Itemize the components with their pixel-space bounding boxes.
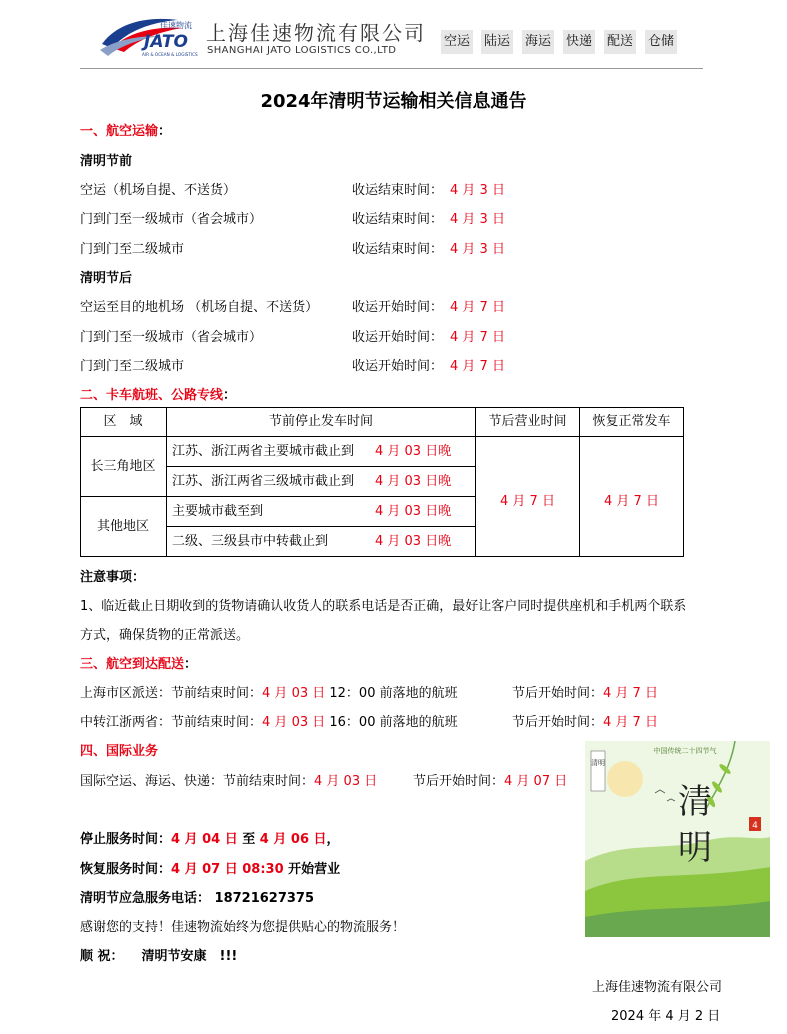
region-other: 其他地区 bbox=[96, 519, 149, 534]
signature-company: 上海佳速物流有限公司 bbox=[592, 980, 723, 995]
resume-service: 恢复服务时间：4 月 07 日 08:30 开始营业 bbox=[80, 862, 341, 877]
nav-warehouse[interactable]: 仓储 bbox=[645, 30, 677, 54]
svg-text:中国传统二十四节气: 中国传统二十四节气 bbox=[653, 747, 717, 755]
arrival-row-2-after: 节后开始时间：4 月 7 日 bbox=[512, 715, 658, 730]
intl-row-after: 节后开始时间：4 月 07 日 bbox=[413, 774, 568, 789]
row1-desc: 江苏、浙江两省主要城市截止到 bbox=[172, 444, 355, 459]
arrival-row-1-after: 节后开始时间：4 月 7 日 bbox=[512, 686, 658, 701]
header-divider bbox=[80, 68, 703, 69]
nav-land[interactable]: 陆运 bbox=[481, 30, 513, 54]
notes-line-2: 方式，确保货物的正常派送。 bbox=[80, 628, 250, 643]
air-after-label-1: 收运开始时间： bbox=[352, 300, 444, 315]
section1-heading: 一、航空运输： bbox=[80, 124, 172, 139]
svg-text:4: 4 bbox=[752, 821, 758, 831]
air-after-label-3: 收运开始时间： bbox=[352, 359, 444, 374]
region-yrd: 长三角地区 bbox=[90, 459, 156, 474]
nav-air[interactable]: 空运 bbox=[441, 30, 473, 54]
row2-desc: 江苏、浙江两省三级城市截止到 bbox=[172, 474, 355, 489]
air-after-service-2: 门到门至一级城市（省会城市） bbox=[80, 330, 263, 345]
air-before-service-2: 门到门至一级城市（省会城市） bbox=[80, 212, 263, 227]
air-before-service-1: 空运（机场自提、不送货） bbox=[80, 183, 237, 198]
arrival-row-1: 上海市区派送：节前结束时间：4 月 03 日 12：00 前落地的航班 bbox=[80, 686, 458, 701]
row1-time: 4 月 03 日晚 bbox=[375, 444, 452, 459]
svg-text:JATO: JATO bbox=[144, 32, 188, 52]
row4-desc: 二级、三级县市中转截止到 bbox=[172, 534, 329, 549]
air-after-label-2: 收运开始时间： bbox=[352, 330, 444, 345]
nav-delivery[interactable]: 配送 bbox=[604, 30, 636, 54]
air-after-service-3: 门到门至二级城市 bbox=[80, 359, 185, 374]
air-before-service-3: 门到门至二级城市 bbox=[80, 242, 185, 257]
air-before-label-2: 收运结束时间： bbox=[352, 212, 444, 227]
after-label: 清明节后 bbox=[80, 271, 133, 286]
th-resume-normal: 恢复正常发车 bbox=[592, 414, 671, 429]
row3-desc: 主要城市截至到 bbox=[172, 504, 264, 519]
row2-time: 4 月 03 日晚 bbox=[375, 474, 452, 489]
row4-time: 4 月 03 日晚 bbox=[375, 534, 452, 549]
row3-time: 4 月 03 日晚 bbox=[375, 504, 452, 519]
air-after-date-3: 4 月 7 日 bbox=[450, 359, 505, 374]
svg-text:佳速物流: 佳速物流 bbox=[160, 21, 192, 30]
hotline: 清明节应急服务电话： 18721627375 bbox=[80, 891, 315, 906]
air-after-date-2: 4 月 7 日 bbox=[450, 330, 505, 345]
wish-line: 顺 祝： 清明节安康 !!! bbox=[80, 949, 238, 964]
air-after-service-1: 空运至目的地机场 （机场自提、不送货） bbox=[80, 300, 319, 315]
th-stop-time: 节前停止发车时间 bbox=[268, 414, 373, 429]
section3-heading: 三、航空到达配送： bbox=[80, 657, 198, 672]
section2-heading: 二、卡车航班、公路专线： bbox=[80, 388, 237, 403]
notes-heading: 注意事项： bbox=[80, 570, 146, 585]
company-name-cn: 上海佳速物流有限公司 bbox=[206, 21, 426, 45]
signature-date: 2024 年 4 月 2 日 bbox=[611, 1009, 721, 1024]
air-after-date-1: 4 月 7 日 bbox=[450, 300, 505, 315]
resume-normal-date: 4 月 7 日 bbox=[604, 494, 659, 509]
resume-business-date: 4 月 7 日 bbox=[500, 494, 555, 509]
jato-logo bbox=[98, 14, 200, 60]
qingming-poster bbox=[585, 741, 770, 937]
before-label: 清明节前 bbox=[80, 154, 133, 169]
air-before-date-3: 4 月 3 日 bbox=[450, 242, 505, 257]
air-before-label-1: 收运结束时间： bbox=[352, 183, 444, 198]
nav-sea[interactable]: 海运 bbox=[522, 30, 554, 54]
section4-heading: 四、国际业务 bbox=[80, 744, 159, 759]
stop-service: 停止服务时间：4 月 04 日 至 4 月 06 日， bbox=[80, 832, 340, 847]
th-business-time: 节后营业时间 bbox=[488, 414, 567, 429]
air-before-date-2: 4 月 3 日 bbox=[450, 212, 505, 227]
air-before-date-1: 4 月 3 日 bbox=[450, 183, 505, 198]
air-before-label-3: 收运结束时间： bbox=[352, 242, 444, 257]
th-region: 区 域 bbox=[103, 414, 143, 429]
truck-schedule-table bbox=[80, 407, 684, 557]
nav-express[interactable]: 快递 bbox=[563, 30, 595, 54]
svg-text:清: 清 bbox=[678, 782, 712, 822]
thanks-line: 感谢您的支持！佳速物流始终为您提供贴心的物流服务！ bbox=[80, 920, 406, 935]
page-title: 2024年清明节运输相关信息通告 bbox=[260, 91, 527, 112]
intl-row: 国际空运、海运、快递：节前结束时间：4 月 03 日 bbox=[80, 774, 378, 789]
company-name-en: SHANGHAI JATO LOGISTICS CO.,LTD bbox=[207, 45, 397, 56]
svg-text:清明: 清明 bbox=[591, 759, 605, 767]
svg-text:AIR & OCEAN & LOGISTICS: AIR & OCEAN & LOGISTICS bbox=[142, 52, 198, 57]
svg-text:明: 明 bbox=[678, 828, 712, 868]
notes-line-1: 1、临近截止日期收到的货物请确认收货人的联系电话是否正确，最好让客户同时提供座机和手机两个联系 bbox=[80, 599, 687, 614]
arrival-row-2: 中转江浙两省：节前结束时间：4 月 03 日 16：00 前落地的航班 bbox=[80, 715, 458, 730]
